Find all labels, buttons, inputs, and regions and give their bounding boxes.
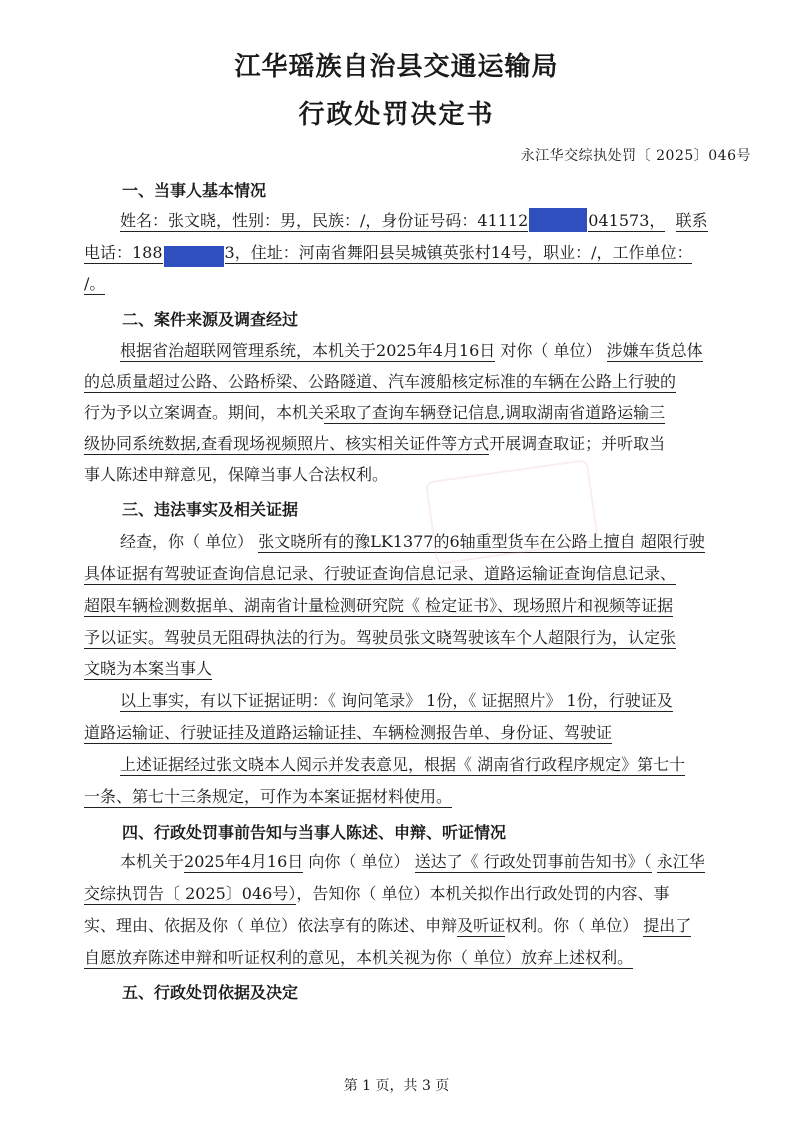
facts-text: 予以证实。驾驶员无阻碍执法的行为。驾驶员张文晓驾驶该车个人超限行为，认定张 [84, 628, 677, 647]
party-info-text: /。 [84, 274, 106, 293]
notice-text: 权利。你（ 单位） [505, 916, 639, 935]
case-source-text: 对你（ 单位） [500, 341, 602, 360]
notice-text: 永江华 [656, 852, 705, 871]
notice-line-1 [120, 850, 750, 876]
page-footer: 第 1 页，共 3 页 [343, 1078, 450, 1094]
section-5-heading: 五、行政处罚依据及决定 [122, 983, 299, 1002]
evidence-line-4 [84, 785, 750, 811]
party-info-line-1 [120, 208, 750, 234]
facts-line-5 [84, 657, 750, 683]
notice-text: 及听证 [457, 916, 506, 935]
case-source-line-2 [84, 370, 750, 396]
case-source-line-4 [84, 432, 750, 458]
party-info-line-3 [84, 272, 750, 298]
evidence-line-2 [84, 721, 750, 747]
section-1-heading: 一、当事人基本情况 [122, 181, 267, 200]
case-source-line-5 [84, 463, 750, 489]
notice-line-4 [84, 946, 750, 972]
notice-text: 交综执罚告〔 2025〕046号） [84, 884, 297, 903]
party-info-text: 姓名：张文晓，性别：男，民族：/，身份证号码：41112 [120, 211, 529, 230]
document-title: 行政处罚决定书 [298, 100, 495, 130]
facts-line-3 [84, 594, 750, 620]
party-info-line-2 [84, 241, 750, 267]
document-number: 永江华交综执处罚〔 2025〕046号 [520, 148, 751, 164]
notice-text: 自愿放弃陈述申辩和听证权利的意见，本机关视为你（ 单位）放弃上述权利。 [84, 948, 634, 967]
section-3-heading: 三、违法事实及相关证据 [122, 500, 299, 519]
facts-text: 经查，你（ 单位） [120, 532, 254, 551]
party-info-text: 3，住址：河南省舞阳县吴城镇英张村14号，职业：/，工作单位： [224, 243, 693, 262]
case-source-text: 行为予以立案调查。期间，本机关 [84, 403, 325, 422]
notice-text: 提出了 [643, 916, 692, 935]
notice-text: 实、理由、依据及你（ 单位）依法享有的陈述、申辩 [84, 916, 458, 935]
evidence-line-1 [120, 689, 750, 715]
facts-line-2 [84, 562, 750, 588]
notice-text: 向你（ 单位） [308, 852, 410, 871]
notice-text: 2025年4月16日 [184, 852, 304, 871]
facts-line-4 [84, 626, 750, 652]
facts-text: 文晓为本案当事人 [84, 659, 213, 678]
evidence-text: 一条、第七十三条规定，可作为本案证据材料使用。 [84, 787, 453, 806]
section-2-heading: 二、案件来源及调查经过 [122, 310, 299, 329]
evidence-text: 以上事实，有以下证据证明：《 询问笔录》 1份，《 证据照片》 1份，行驶证及 [120, 691, 673, 710]
case-source-text: 级协同系统数据,查看现场视频照片、核实相关证件等方式 [84, 434, 490, 453]
case-source-text: 事人陈述申辩意见，保障当事人合法权利。 [84, 465, 389, 484]
facts-text: 张文晓所有的豫LK1377的6轴重型货车在公路上擅自 超限行驶 [258, 532, 705, 551]
case-source-line-1 [120, 339, 750, 365]
case-source-text: 涉嫌车货总体 [606, 341, 703, 360]
party-info-text: 电话：188 [84, 243, 163, 262]
case-source-text: 的总质量超过公路、公路桥梁、公路隧道、汽车渡船核定标准的车辆在公路上行驶的 [84, 372, 677, 391]
evidence-text: 上述证据经过张文晓本人阅示并发表意见，根据《 湖南省行政程序规定》第七十 [120, 755, 686, 774]
case-source-text: 本机关于2025年4月16日 [312, 341, 496, 360]
notice-line-2 [84, 882, 750, 908]
notice-text: 送达了《 行政处罚事前告知书》（ [414, 852, 652, 871]
case-source-text: 开展调查取证；并听取当 [489, 434, 666, 453]
case-source-text: 采取了查询车辆登记信息,调取湖南省道路运输三 [324, 403, 666, 422]
facts-text: 具体证据有驾驶证查询信息记录、行驶证查询信息记录、道路运输证查询信息记录、 [84, 564, 677, 583]
party-info-text: 041573， [588, 211, 666, 230]
agency-title: 江华瑶族自治县交通运输局 [234, 52, 559, 82]
evidence-text: 道路运输证、行驶证挂及道路运输证挂、车辆检测报告单、身份证、驾驶证 [84, 723, 613, 742]
notice-line-3 [84, 914, 750, 940]
case-source-text: 根据省治超联网管理系统， [120, 341, 313, 360]
section-4-heading: 四、行政处罚事前告知与当事人陈述、申辩、听证情况 [122, 823, 507, 842]
evidence-line-3 [120, 753, 750, 779]
redaction-block [164, 246, 224, 267]
notice-text: ，告知你（ 单位）本机关拟作出行政处罚的内容、事 [296, 884, 670, 903]
party-info-text: 联系 [675, 211, 708, 230]
case-source-line-3 [84, 401, 750, 427]
redaction-block [529, 208, 587, 232]
notice-text: 本机关于 [120, 852, 185, 871]
facts-text: 超限车辆检测数据单、湖南省计量检测研究院《 检定证书》、现场照片和视频等证据 [84, 596, 674, 615]
